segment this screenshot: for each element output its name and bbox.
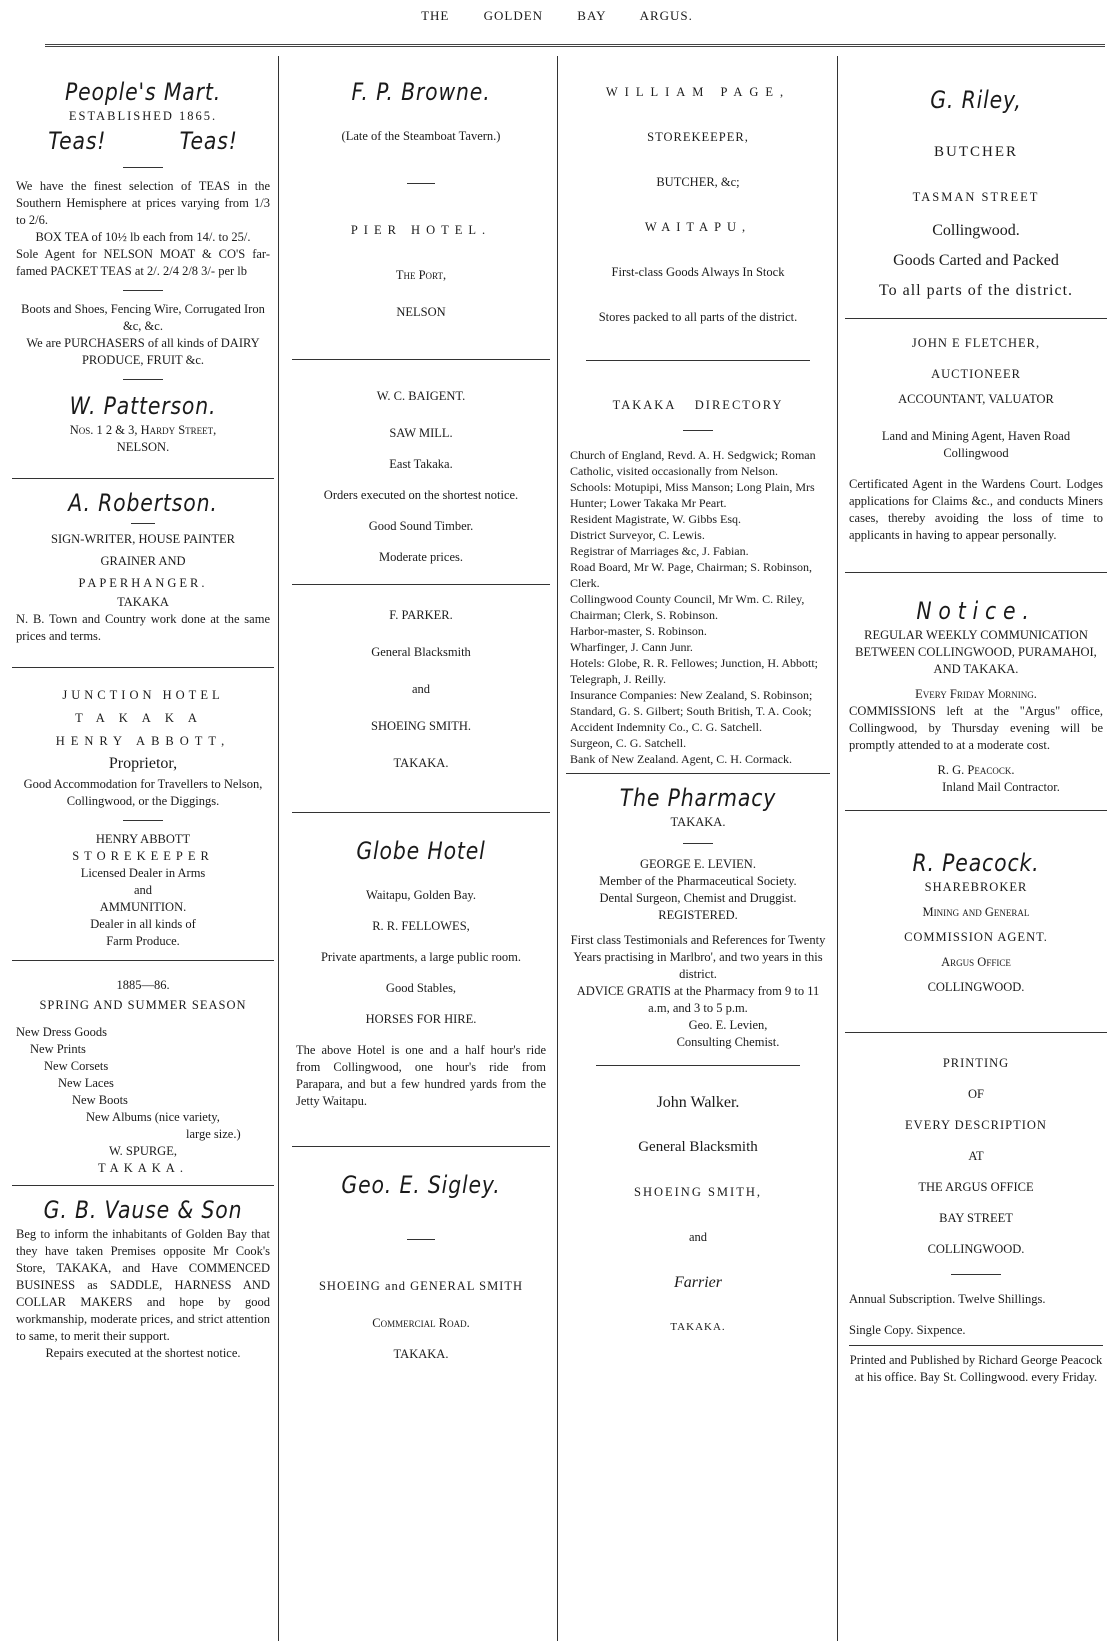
pharmacy-owner: GEORGE E. LEVIEN. [640, 857, 756, 871]
riley-street: TASMAN STREET [912, 190, 1040, 204]
directory-entry: Schools: Motupipi, Miss Manson; Long Plain, Mrs Hunter; Lower Takaka Mr Peart. [570, 480, 815, 510]
short-rule [123, 820, 163, 821]
browne-late: (Late of the Steamboat Tavern.) [341, 129, 501, 143]
short-rule [407, 183, 435, 184]
divider [566, 773, 830, 774]
baigent-prices: Moderate prices. [379, 550, 463, 564]
divider [292, 359, 550, 360]
pharmacy-name: The Pharmacy [619, 784, 777, 812]
vause-name: G. B. Vause & Son [43, 1196, 243, 1224]
directory-entry: District Surveyor, C. Lewis. [570, 528, 705, 542]
boots: Boots and Shoes, Fencing Wire, Corrugated Iron &c, &c. [21, 302, 265, 333]
box-tea: BOX TEA of 10½ lb each from 14/. to 25/. [35, 230, 251, 244]
notice-day: Every Friday Morning. [915, 687, 1037, 701]
purchasers: We are PURCHASERS of all kinds of DAIRY PRODUCE, FRUIT &c. [26, 336, 260, 367]
page-storekeeper: STOREKEEPER, [647, 130, 749, 144]
page-town: WAITAPU, [644, 220, 752, 234]
baigent-orders: Orders executed on the shortest notice. [323, 488, 519, 502]
vause-ad [12, 1194, 274, 1362]
pharmacy-ad [566, 782, 830, 1051]
abbott-dealer: Dealer in all kinds of [90, 917, 196, 931]
walker-and: and [688, 1230, 708, 1244]
fletcher-accountant: ACCOUNTANT, VALUATOR [898, 392, 1054, 406]
divider [292, 584, 550, 585]
spurge-ad [12, 969, 274, 1177]
short-rule [683, 843, 713, 844]
short-rule [123, 290, 163, 291]
walker-shoeing: SHOEING SMITH, [634, 1185, 762, 1199]
junction-proprietor: Proprietor, [108, 755, 178, 772]
page-name: WILLIAM PAGE, [605, 85, 791, 99]
directory-entry: Surgeon, C. G. Satchell. [570, 736, 687, 750]
divider [596, 1065, 800, 1066]
column-rule [557, 56, 558, 1641]
column-3 [566, 56, 830, 1636]
spurge-item: New Dress Goods [16, 1025, 107, 1039]
robertson-town: TAKAKA [117, 595, 169, 609]
globe-proprietor: R. R. FELLOWES, [372, 919, 470, 933]
divider [12, 960, 274, 961]
abbott-name: HENRY ABBOTT [95, 832, 191, 846]
page-ad [566, 56, 830, 326]
directory-entries [570, 447, 826, 767]
divider [292, 812, 550, 813]
browne-name: F. P. Browne. [351, 78, 491, 106]
directory-entry: Road Board, Mr W. Page, Chairman; S. Robinson, Clerk. [570, 560, 812, 590]
globe-name: Globe Hotel [356, 837, 486, 865]
divider [12, 478, 274, 479]
divider [12, 1185, 274, 1186]
baigent-name: W. C. BAIGENT. [376, 389, 466, 403]
spurge-year: 1885—86. [116, 978, 170, 992]
robertson-name: A. Robertson. [68, 489, 218, 517]
patterson-name: W. Patterson. [69, 392, 217, 420]
globe-apartments: Private apartments, a large public room. [320, 950, 522, 964]
abbott-and: and [133, 883, 153, 897]
robertson-note: N. B. Town and Country work done at the same prices and terms. [16, 612, 270, 643]
junction-proprietor-name: HENRY ABBOTT, [55, 734, 231, 748]
spurge-item: New Corsets [44, 1059, 109, 1073]
directory-entry: Bank of New Zealand. Agent, C. H. Cormack. [570, 752, 792, 766]
baigent-place: East Takaka. [389, 457, 453, 471]
junction-town: TAKAKA [75, 711, 211, 725]
single-copy: Single Copy. Sixpence. [849, 1323, 966, 1337]
notice-body: COMMISSIONS left at the "Argus" office, Collingwood, by Thursday evening will be promptly attended to at a moderate cost. [849, 704, 1103, 752]
established: ESTABLISHED 1865. [68, 109, 218, 123]
globe-place: Waitapu, Golden Bay. [366, 888, 476, 902]
peacock-office: Argus Office [941, 955, 1011, 969]
browne-town: NELSON [396, 305, 446, 319]
directory-entry: Wharfinger, J. Cann Junr. [570, 640, 693, 654]
fletcher-ad [845, 327, 1107, 544]
sigley-road: Commercial Road. [372, 1316, 470, 1330]
directory-title: TAKAKA DIRECTORY [612, 398, 784, 412]
short-rule [131, 523, 155, 524]
junction-title: JUNCTION HOTEL [62, 688, 224, 702]
directory-entry: Hotels: Globe, R. R. Fellowes; Junction, H. Abbott; Telegraph, J. Reilly. [570, 656, 818, 686]
printing-of: OF [968, 1087, 984, 1101]
divider [845, 810, 1107, 811]
walker-town: TAKAKA. [670, 1321, 726, 1333]
patterson-town: NELSON. [116, 440, 170, 454]
abbott-ammunition: AMMUNITION. [99, 900, 187, 914]
vause-repairs: Repairs executed at the shortest notice. [45, 1346, 241, 1360]
fletcher-name: JOHN E FLETCHER, [911, 336, 1041, 350]
parker-ad [292, 593, 550, 772]
peacock-town: COLLINGWOOD. [927, 980, 1025, 994]
baigent-timber: Good Sound Timber. [368, 519, 474, 533]
printing-title: PRINTING [942, 1056, 1010, 1070]
divider [845, 318, 1107, 319]
browne-ad [292, 56, 550, 321]
spurge-town: TAKAKA. [98, 1161, 188, 1175]
spurge-items [16, 1024, 270, 1143]
column-2 [292, 56, 550, 1636]
riley-district: To all parts of the district. [878, 282, 1074, 299]
peoples-mart-title: People's Mart. [64, 78, 222, 106]
divider [845, 572, 1107, 573]
page-goods: First-class Goods Always In Stock [611, 265, 785, 279]
annual-subscription: Annual Subscription. Twelve Shillings. [849, 1292, 1046, 1306]
sigley-town: TAKAKA. [393, 1347, 449, 1361]
vause-body: Beg to inform the inhabitants of Golden Bay that they have taken Premises opposite Mr Cook's Store, TAKAKA, and Have COMMENCED BUSINESS as SADDLE, HARNESS AND COLLAR MAKERS and hope by good workmanship, moderate prices, and strict attention to same, to merit their support. [16, 1227, 270, 1343]
spurge-item-size: large size.) [186, 1127, 241, 1141]
divider [849, 1345, 1103, 1346]
masthead-rule [45, 44, 1105, 47]
riley-town: Collingwood. [932, 222, 1020, 239]
riley-goods: Goods Carted and Packed [893, 252, 1059, 269]
spurge-season: SPRING AND SUMMER SEASON [39, 998, 247, 1012]
robertson-paperhanger: PAPERHANGER. [78, 576, 208, 590]
parker-and: and [411, 682, 431, 696]
spurge-name: W. SPURGE, [109, 1144, 177, 1158]
column-rule [837, 56, 838, 1641]
riley-ad [845, 56, 1107, 302]
short-rule [683, 430, 713, 431]
riley-name: G. Riley, [930, 86, 1022, 114]
peacock-ad [845, 819, 1107, 996]
globe-hotel-ad [292, 821, 550, 1110]
pier-hotel: PIER HOTEL. [350, 223, 492, 237]
baigent-saw-mill: SAW MILL. [389, 426, 453, 440]
fletcher-agent: Land and Mining Agent, Haven Road Collingwood [881, 429, 1071, 460]
globe-body: The above Hotel is one and a half hour's ride from Collingwood, one hour's ride from Parapara, and but a few hundred yards from the Jetty Waitapu. [296, 1043, 546, 1108]
sigley-trade: SHOEING and GENERAL SMITH [318, 1279, 524, 1293]
directory-entry: Resident Magistrate, W. Gibbs Esq. [570, 512, 741, 526]
spurge-item: New Boots [72, 1093, 128, 1107]
walker-name: John Walker. [656, 1094, 740, 1111]
peacock-mining: Mining and General [922, 905, 1030, 919]
spurge-item: New Albums (nice variety, [86, 1110, 220, 1124]
robertson-grainer: GRAINER AND [100, 554, 186, 568]
pharmacy-town: TAKAKA. [670, 815, 726, 829]
directory-entry: Church of England, Revd. A. H. Sedgwick; Roman Catholic, visited occasionally from Nelson. [570, 448, 816, 478]
printing-every: EVERY DESCRIPTION [905, 1118, 1047, 1132]
abbott-storekeeper: STOREKEEPER [72, 849, 214, 863]
spurge-item: New Prints [30, 1042, 86, 1056]
pharmacy-advice: ADVICE GRATIS at the Pharmacy from 9 to 11 a.m, and 3 to 5 p.m. [576, 984, 820, 1015]
baigent-ad [292, 368, 550, 566]
divider [845, 1032, 1107, 1033]
short-rule [123, 379, 163, 380]
fletcher-auctioneer: AUCTIONEER [931, 367, 1021, 381]
short-rule [407, 1239, 435, 1240]
peacock-commission: COMMISSION AGENT. [904, 930, 1048, 944]
patterson-ad [12, 390, 274, 456]
abbott-licensed: Licensed Dealer in Arms [80, 866, 206, 880]
peacock-sharebroker: SHAREBROKER [924, 880, 1028, 894]
masthead: THE GOLDEN BAY ARGUS. [421, 8, 693, 23]
notice-title: Notice. [916, 597, 1036, 625]
page-butcher: BUTCHER, &c; [656, 175, 740, 189]
junction-accommodation: Good Accommodation for Travellers to Nelson, Collingwood, or the Diggings. [23, 777, 263, 808]
fletcher-body: Certificated Agent in the Wardens Court. Lodges applications for Claims &c., and conducts Miners cases, thereby avoiding the loss of time to applicants in having to appear personally. [849, 477, 1103, 542]
sigley-ad [292, 1155, 550, 1363]
printing-office: THE ARGUS OFFICE [918, 1180, 1034, 1194]
parker-town: TAKAKA. [393, 756, 449, 770]
the-port: The Port, [395, 268, 447, 282]
printing-at: AT [968, 1149, 984, 1163]
junction-hotel-ad [12, 676, 274, 950]
robertson-trade: SIGN-WRITER, HOUSE PAINTER [51, 532, 235, 546]
peoples-mart-ad [12, 56, 274, 380]
notice-ad [845, 581, 1107, 796]
walker-ad [566, 1074, 830, 1336]
pharmacy-signature: Geo. E. Levien, [688, 1018, 768, 1032]
printing-town: COLLINGWOOD. [927, 1242, 1025, 1256]
short-rule [951, 1274, 1001, 1275]
sigley-name: Geo. E. Sigley. [341, 1171, 501, 1199]
directory-entry: Registrar of Marriages &c, J. Fabian. [570, 544, 749, 558]
peacock-name: R. Peacock. [912, 849, 1040, 877]
column-4 [845, 56, 1107, 1636]
pharmacy-member: Member of the Pharmaceutical Society. [599, 874, 797, 888]
notice-communication: REGULAR WEEKLY COMMUNICATION BETWEEN COLLINGWOOD, PURAMAHOI, AND TAKAKA. [855, 628, 1097, 676]
divider [292, 1146, 550, 1147]
directory-entry: Harbor-master, S. Robinson. [570, 624, 707, 638]
page-stores: Stores packed to all parts of the district. [598, 310, 798, 324]
pharmacy-title: Consulting Chemist. [676, 1035, 780, 1049]
column-1 [12, 56, 274, 1636]
directory-entry: Insurance Companies: New Zealand, S. Robinson; Standard, G. S. Gilbert; South British, T. A. Cook; Accident Indemnity Co., C. G. Satchell. [570, 688, 813, 734]
spurge-item: New Laces [58, 1076, 114, 1090]
sole-agent: Sole Agent for NELSON MOAT & CO'S far-famed PACKET TEAS at 2/. 2/4 2/8 3/- per lb [16, 247, 270, 278]
column-rule [278, 56, 279, 1641]
divider [586, 360, 810, 361]
robertson-ad [12, 487, 274, 645]
pharmacy-registered: REGISTERED. [658, 908, 738, 922]
abbott-produce: Farm Produce. [106, 934, 180, 948]
directory-entry: Collingwood County Council, Mr Wm. C. Riley, Chairman; Clerk, S. Robinson. [570, 592, 805, 622]
takaka-directory [566, 369, 830, 767]
walker-trade: General Blacksmith [638, 1139, 758, 1155]
printing-street: BAY STREET [939, 1211, 1013, 1225]
parker-shoeing: SHOEING SMITH. [371, 719, 471, 733]
teas-heading: Teas! Teas! [48, 127, 238, 155]
globe-horses: HORSES FOR HIRE. [365, 1012, 477, 1026]
printing-ad [845, 1041, 1107, 1386]
parker-trade: General Blacksmith [371, 645, 471, 659]
imprint: Printed and Published by Richard George Peacock at his office. Bay St. Collingwood. every Friday. [849, 1353, 1103, 1384]
riley-butcher: BUTCHER [933, 144, 1018, 160]
patterson-address: Nos. 1 2 & 3, Hardy Street, [69, 423, 217, 437]
notice-contractor: Inland Mail Contractor. [942, 780, 1060, 794]
teas-text: We have the finest selection of TEAS in the Southern Hemisphere at prices varying from 1/3 to 2/6. [16, 179, 270, 227]
short-rule [123, 167, 163, 168]
divider [12, 667, 274, 668]
globe-stables: Good Stables, [385, 981, 457, 995]
pharmacy-trade: Dental Surgeon, Chemist and Druggist. [599, 891, 797, 905]
notice-signature: R. G. Peacock. [937, 763, 1015, 777]
pharmacy-testimonials: First class Testimonials and References for Twenty Years practising in Marlbro', and two years in this district. [570, 933, 826, 981]
parker-name: F. PARKER. [389, 608, 453, 622]
walker-farrier: Farrier [674, 1274, 722, 1291]
